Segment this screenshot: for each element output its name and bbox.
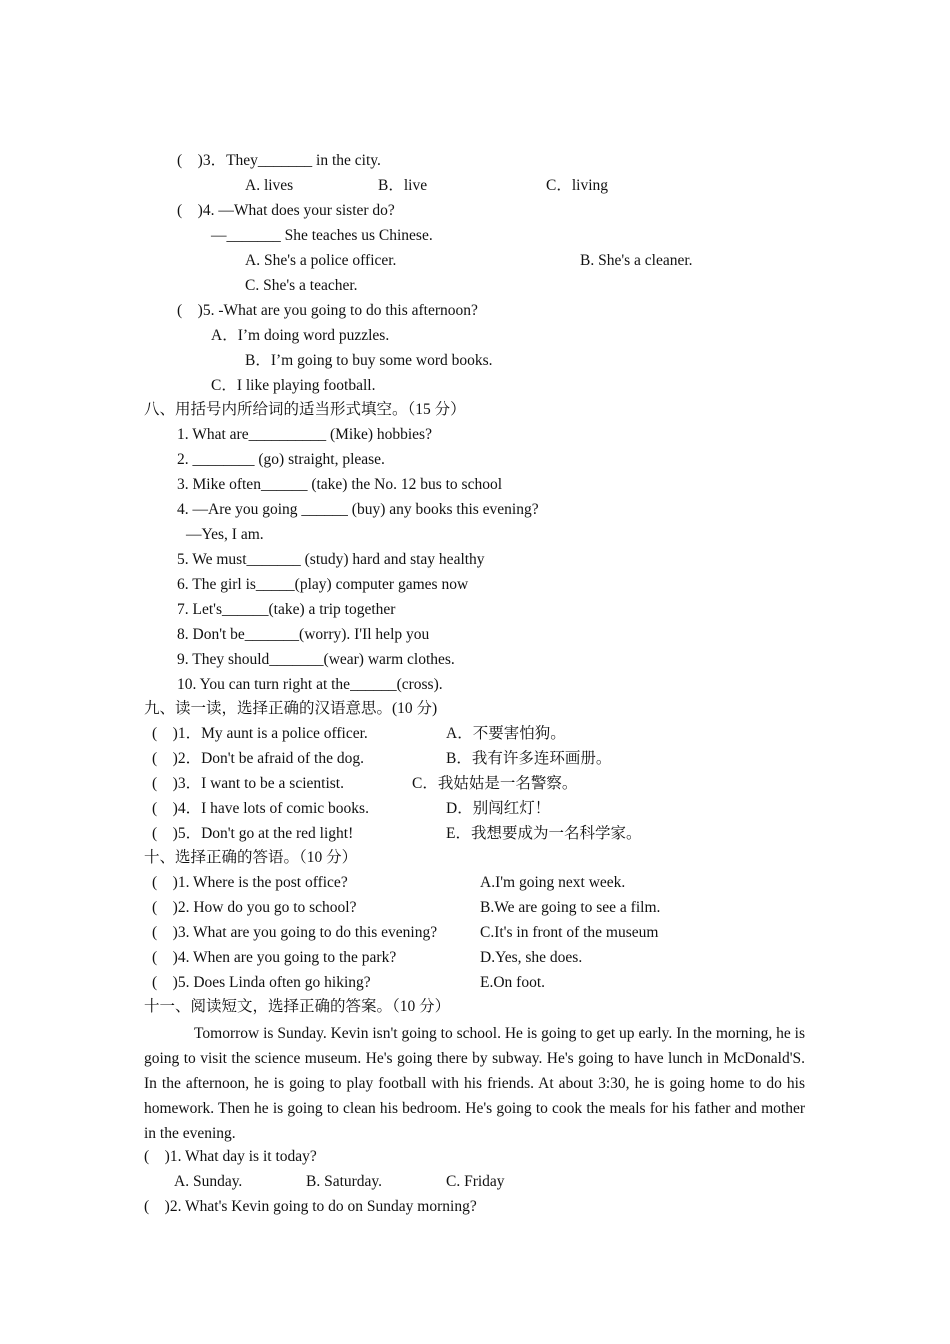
section9-answer: C．我姑姑是一名警察。: [412, 775, 578, 792]
section10-answer: A.I'm going next week.: [480, 874, 626, 891]
reading-q1-option-a: A. Sunday.: [174, 1173, 243, 1190]
section10-question: ( )4. When are you going to the park?: [152, 949, 397, 966]
q4-stem: ( )4. —What does your sister do?: [177, 202, 395, 219]
q4-reply: —_______ She teaches us Chinese.: [211, 227, 433, 244]
q4-option-a: A. She's a police officer.: [245, 252, 397, 269]
section9-answer: D．别闯红灯！: [446, 800, 551, 817]
q4-option-b: B. She's a cleaner.: [580, 252, 693, 269]
section10-question: ( )5. Does Linda often go hiking?: [152, 974, 371, 991]
section8-item: 5. We must_______ (study) hard and stay healthy: [177, 551, 485, 568]
section9-answer: B．我有许多连环画册。: [446, 750, 612, 767]
section8-item: 2. ________ (go) straight, please.: [177, 451, 385, 468]
reading-q2-stem: ( )2. What's Kevin going to do on Sunday morning?: [144, 1198, 477, 1215]
section10-answer: C.It's in front of the museum: [480, 924, 659, 941]
q5-option-c: C．I like playing football.: [211, 377, 376, 394]
q5-stem: ( )5. -What are you going to do this afternoon?: [177, 302, 478, 319]
section10-answer: D.Yes, she does.: [480, 949, 583, 966]
section8-item: 7. Let's______(take) a trip together: [177, 601, 396, 618]
q5-option-a: A．I’m doing word puzzles.: [211, 327, 390, 344]
section8-item-reply: —Yes, I am.: [186, 526, 264, 543]
reading-passage: Tomorrow is Sunday. Kevin isn't going to school. He is going to get up early. In the morning, he is going to visit the science museum. He's going there by subway. He's going to have lunch in McDonald'S. In the afternoon, he is going to play football with his friends. At about 3:30, he is going home to do his homework. Then he is going to clean his bedroom. He's going to cook the meals for his father and mother in the evening.: [144, 1025, 805, 1142]
section9-question: ( )5．Don't go at the red light!: [152, 825, 354, 842]
q5-option-b: B．I’m going to buy some word books.: [245, 352, 493, 369]
reading-q1-stem: ( )1. What day is it today?: [144, 1148, 317, 1165]
section9-question: ( )3．I want to be a scientist.: [152, 775, 344, 792]
reading-q1-option-c: C. Friday: [446, 1173, 505, 1190]
q3-option-c: C．living: [546, 177, 609, 194]
section8-item: 1. What are__________ (Mike) hobbies?: [177, 426, 432, 443]
section8-item: 9. They should_______(wear) warm clothes.: [177, 651, 455, 668]
section9-question: ( )2．Don't be afraid of the dog.: [152, 750, 364, 767]
section8-item: 3. Mike often______ (take) the No. 12 bus to school: [177, 476, 503, 493]
section8-heading: 八、用括号内所给词的适当形式填空。（15 分）: [144, 401, 466, 418]
section11-heading: 十一、阅读短文，选择正确的答案。（10 分）: [144, 998, 451, 1015]
section9-heading: 九、读一读，选择正确的汉语意思。(10 分): [144, 700, 438, 717]
section9-question: ( )1．My aunt is a police officer.: [152, 725, 368, 742]
section10-heading: 十、选择正确的答语。（10 分）: [144, 849, 358, 866]
section10-answer: E.On foot.: [480, 974, 546, 991]
section9-answer: A．不要害怕狗。: [446, 725, 566, 742]
section10-answer: B.We are going to see a film.: [480, 899, 661, 916]
section10-question: ( )3. What are you going to do this evening?: [152, 924, 438, 941]
section10-question: ( )1. Where is the post office?: [152, 874, 348, 891]
section8-item: 10. You can turn right at the______(cross).: [177, 676, 443, 693]
section9-question: ( )4．I have lots of comic books.: [152, 800, 369, 817]
reading-q1-option-b: B. Saturday.: [306, 1173, 383, 1190]
section9-answer: E．我想要成为一名科学家。: [446, 825, 642, 842]
section8-item: 8. Don't be_______(worry). I'Il help you: [177, 626, 430, 643]
section8-item: 4. —Are you going ______ (buy) any books this evening?: [177, 501, 539, 518]
q3-option-b: B．live: [378, 177, 428, 194]
section8-item: 6. The girl is_____(play) computer games now: [177, 576, 469, 593]
q3-stem: ( )3．They_______ in the city.: [177, 152, 381, 169]
section10-question: ( )2. How do you go to school?: [152, 899, 357, 916]
q3-option-a: A. lives: [245, 177, 294, 194]
q4-option-c: C. She's a teacher.: [245, 277, 358, 294]
